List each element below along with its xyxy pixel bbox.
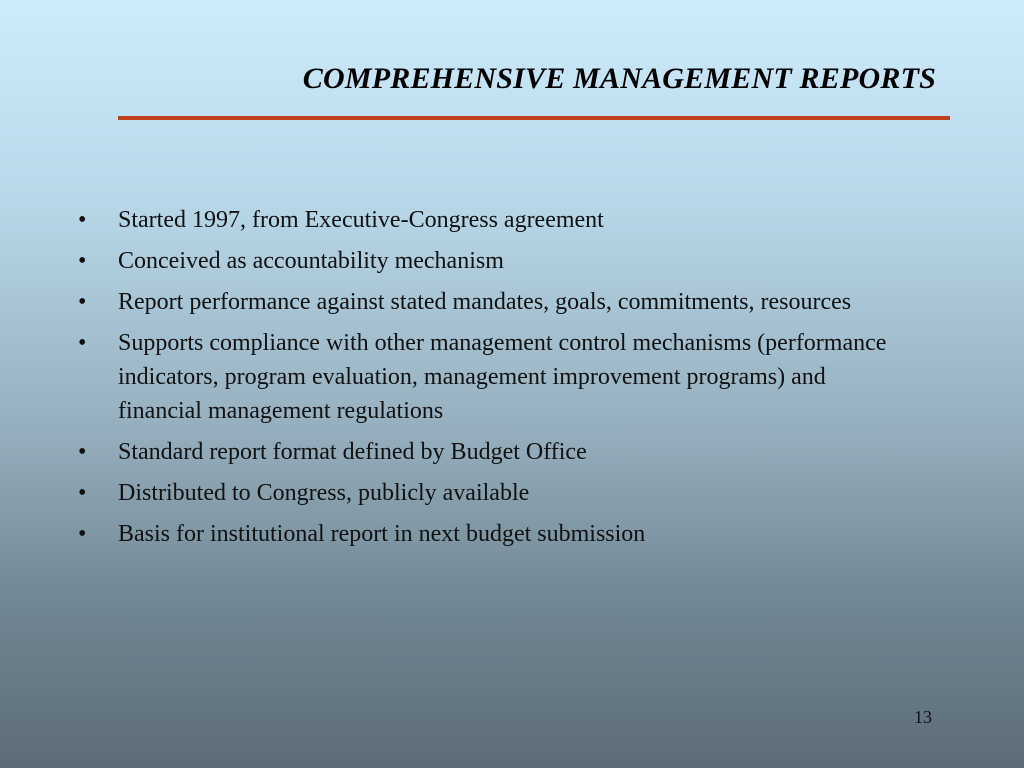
bullet-text: Started 1997, from Executive-Congress agreement xyxy=(118,207,604,233)
bullet-text: Standard report format defined by Budget Office xyxy=(118,439,587,465)
bullet-icon: • xyxy=(78,439,87,465)
bullet-icon: • xyxy=(78,521,87,547)
list-item xyxy=(78,476,898,510)
bullet-icon: • xyxy=(78,207,87,233)
list-item xyxy=(78,244,898,278)
bullet-icon: • xyxy=(78,480,87,506)
bullet-text: Distributed to Congress, publicly available xyxy=(118,480,530,506)
bullet-text: Conceived as accountability mechanism xyxy=(118,248,504,274)
list-item xyxy=(78,435,898,469)
bullet-list xyxy=(78,203,898,558)
bullet-text: Supports compliance with other management control mechanisms (performance indicators, program evaluation, management improvement programs) and financial management regulations xyxy=(118,330,887,424)
page-number: 13 xyxy=(914,707,932,727)
bullet-icon: • xyxy=(78,289,87,315)
list-item xyxy=(78,203,898,237)
bullet-text: Basis for institutional report in next budget submission xyxy=(118,521,646,547)
list-item xyxy=(78,285,898,319)
bullet-text: Report performance against stated mandates, goals, commitments, resources xyxy=(118,289,852,315)
list-item xyxy=(78,517,898,551)
list-item xyxy=(78,326,898,428)
title-underline xyxy=(118,116,950,120)
slide-title: COMPREHENSIVE MANAGEMENT REPORTS xyxy=(302,62,936,95)
bullet-icon: • xyxy=(78,248,87,274)
bullet-icon: • xyxy=(78,330,87,356)
